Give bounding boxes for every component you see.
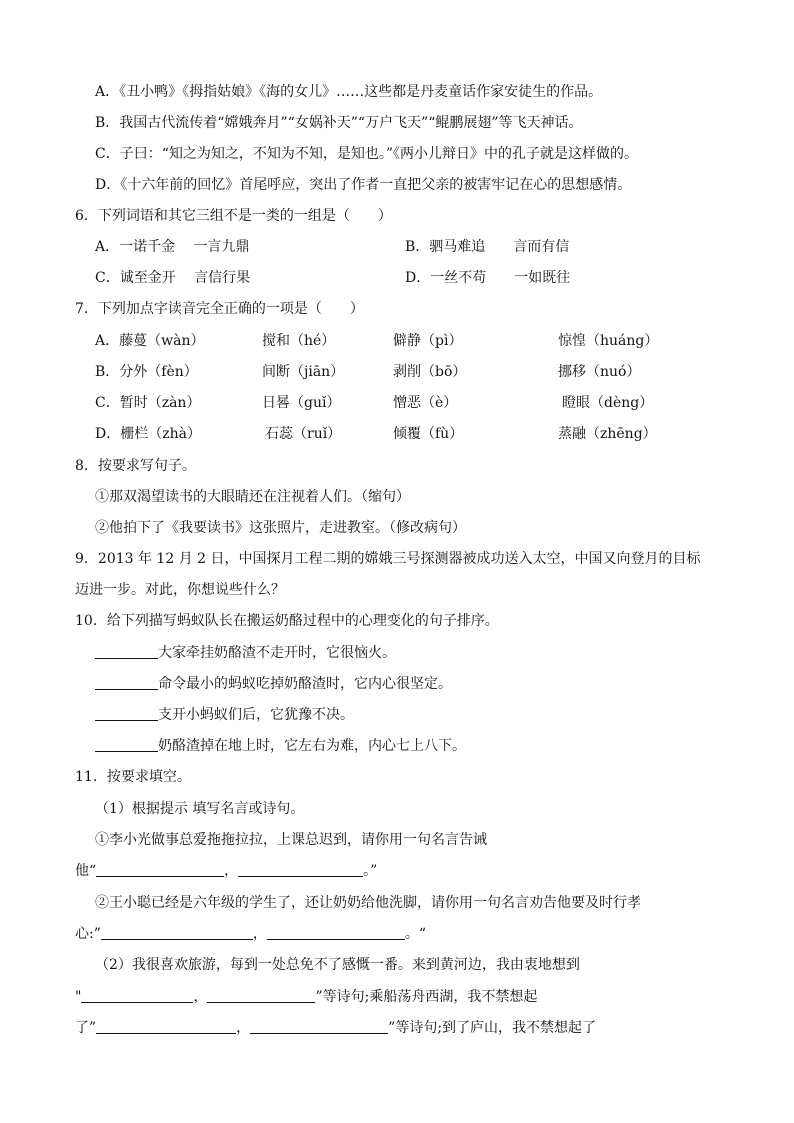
q11-part-2-line-3 <box>75 1018 596 1038</box>
q11-part-2-line-2 <box>75 987 537 1007</box>
q5-option-a: A．《丑小鸭》《拇指姑娘》《海的女儿》……这些都是丹麦童话作家安徒生的作品。 <box>95 84 603 100</box>
q8-stem: 8．按要求写句子。 <box>75 458 196 474</box>
q9-line-2: 迈进一步。对此，你想说些什么？ <box>75 582 285 598</box>
q6-option-c: C．诚至金开 言信行果 <box>95 270 251 286</box>
answer-blank[interactable] <box>81 988 193 1003</box>
q10-item <box>95 674 452 694</box>
q7-a-1: A．藤蔓（wàn） <box>95 333 205 349</box>
q7-d-4: 蒸融（zhēng） <box>558 426 657 442</box>
q9-line-1: 9．2013 年 12 月 2 日，中国探月工程二期的嫦娥三号探测器被成功送入太空，中国又向登月的目标 <box>75 551 701 567</box>
q6-option-d: D．一丝不苟 一如既往 <box>405 270 571 286</box>
q10-item <box>95 705 354 725</box>
q7-b-1: B．分外（fèn） <box>95 364 198 380</box>
q8-item-1: ①那双渴望读书的大眼睛还在注视着人们。（缩句） <box>95 489 410 505</box>
q6-option-b: B．驷马难追 言而有信 <box>405 239 570 255</box>
q10-item-text: 大家牵挂奶酪渣不走开时，它很恼火。 <box>158 645 396 661</box>
q5-option-d: D．《十六年前的回忆》首尾呼应，突出了作者一直把父亲的被害牢记在心的思想感情。 <box>95 177 632 193</box>
text: ， <box>252 926 267 942</box>
q10-item-text: 奶酪渣掉在地上时，它左右为难，内心七上八下。 <box>158 738 466 754</box>
text: ， <box>193 989 208 1005</box>
answer-blank[interactable] <box>95 737 158 752</box>
text: 。“ <box>404 926 427 942</box>
text: " <box>75 989 82 1005</box>
q7-c-4: 瞪眼（dèng） <box>562 395 654 411</box>
answer-blank[interactable] <box>238 862 363 877</box>
q5-option-b: B．我国古代流传着“嫦娥奔月”“女娲补天”“万户飞天”“鲲鹏展翅”等飞天神话。 <box>95 115 583 131</box>
q11-item-1-line-2 <box>75 861 377 881</box>
q11-item-1-line-1: ①李小光做事总爱拖拖拉拉，上课总迟到，请你用一句名言告诫 <box>95 832 487 848</box>
text: ”等诗句;乘船荡舟西湖，我不禁想起 <box>315 989 538 1005</box>
answer-blank[interactable] <box>207 988 315 1003</box>
q7-b-3: 剥削（bō） <box>393 364 467 380</box>
text: ， <box>224 863 239 879</box>
answer-blank[interactable] <box>101 925 253 940</box>
q5-option-c: C．子曰：“知之为知之，不知为不知，是知也。”《两小儿辩日》中的孔子就是这样做的。 <box>95 146 639 162</box>
q11-part-2-line-1: （2）我很喜欢旅游，每到一处总免不了感慨一番。来到黄河边，我由衷地想到 <box>95 957 580 973</box>
answer-blank[interactable] <box>267 925 405 940</box>
q7-c-2: 日晷（guǐ） <box>262 395 341 411</box>
answer-blank[interactable] <box>95 644 158 659</box>
q11-stem: 11．按要求填空。 <box>75 769 191 785</box>
q6-stem: 6．下列词语和其它三组不是一类的一组是（ ） <box>75 208 392 224</box>
q7-b-4: 挪移（nuó） <box>558 364 641 380</box>
text: ”等诗句;到了庐山，我不禁想起了 <box>388 1020 597 1036</box>
q10-item <box>95 736 466 756</box>
q10-item-text: 支开小蚂蚁们后，它犹豫不决。 <box>158 707 354 723</box>
q11-part-1: （1）根据提示 填写名言或诗句。 <box>95 801 305 817</box>
q11-item-2-line-1: ②王小聪已经是六年级的学生了，还让奶奶给他洗脚，请你用一句名言劝告他要及时行孝 <box>95 895 641 911</box>
q10-item-text: 命令最小的蚂蚁吃掉奶酪渣时，它内心很坚定。 <box>158 676 452 692</box>
answer-blank[interactable] <box>95 675 158 690</box>
q7-a-3: 僻静（pì） <box>393 333 463 349</box>
answer-blank[interactable] <box>95 706 158 721</box>
q10-stem: 10．给下列描写蚂蚁队长在搬运奶酪过程中的心理变化的句子排序。 <box>75 613 499 629</box>
q7-a-2: 搅和（hé） <box>262 333 336 349</box>
q11-item-2-line-2 <box>75 924 426 944</box>
q7-d-1: D．栅栏（zhà） <box>95 426 201 442</box>
text: 了” <box>75 1020 97 1036</box>
text: ， <box>236 1020 251 1036</box>
answer-blank[interactable] <box>250 1019 388 1034</box>
q8-item-2: ②他拍下了《我要读书》这张照片，走进教室。（修改病句） <box>95 520 466 536</box>
q6-option-a: A．一诺千金 一言九鼎 <box>95 239 250 255</box>
q7-b-2: 间断（jiān） <box>262 364 345 380</box>
text: 心:” <box>75 926 101 942</box>
text: 。” <box>363 863 378 879</box>
q7-c-3: 憎恶（è） <box>393 395 458 411</box>
q7-c-1: C．暂时（zàn） <box>95 395 201 411</box>
text: 他“ <box>75 863 97 879</box>
answer-blank[interactable] <box>96 1019 236 1034</box>
q7-d-2: 石蕊（ruǐ） <box>265 426 342 442</box>
q7-d-3: 倾覆（fù） <box>393 426 464 442</box>
answer-blank[interactable] <box>96 862 224 877</box>
q10-item <box>95 643 396 663</box>
q7-stem: 7．下列加点字读音完全正确的一项是（ ） <box>75 301 364 317</box>
q7-a-4: 惊惶（huáng） <box>558 333 659 349</box>
